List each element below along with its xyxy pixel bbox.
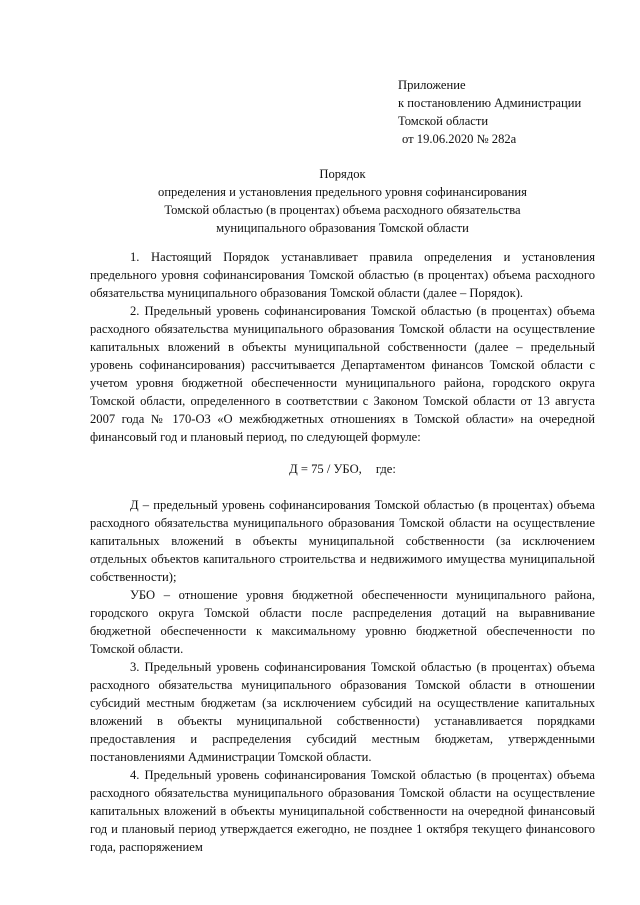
formula-expression: Д = 75 / УБО, [289, 462, 362, 476]
title-line-4: муниципального образования Томской области [216, 221, 469, 235]
paragraph-1: 1. Настоящий Порядок устанавливает правила определения и установления предельного уровня софинансирования Томской областью (в процентах) объема расходного обязательства муниципального образования Томской области (далее – Порядок). [90, 250, 595, 300]
annex-line-4: от 19.06.2020 № 282а [402, 132, 517, 146]
title-line-3: Томской областью (в процентах) объема расходного обязательства [164, 203, 521, 217]
definition-d: Д – предельный уровень софинансирования Томской областью (в процентах) объема расходного обязательства муниципального образования Томской области на осуществление капитальных вложений в объекты муниципальной собственности (за исключением отдельных объектов капитального строительства и недвижимого имущества муниципальной собственности); [90, 498, 595, 584]
formula [90, 460, 595, 478]
paragraph-4: 4. Предельный уровень софинансирования Томской областью (в процентах) объема расходного обязательства муниципального образования Томской области на осуществление капитальных вложений в объекты муниципальной собственности на очередной финансовый год и плановый период утверждается ежегодно, не позднее 1 октября текущего финансового года, распоряжением [90, 768, 595, 854]
annex-header [398, 76, 581, 148]
annex-line-3: Томской области [398, 114, 489, 128]
title-line-1: Порядок [319, 167, 366, 181]
paragraph-2: 2. Предельный уровень софинансирования Томской областью (в процентах) объема расходного обязательства муниципального образования Томской области на осуществление капитальных вложений в объекты муниципальной собственности (далее – предельный уровень софинансирования) рассчитывается Департаментом финансов Томской области с учетом уровня бюджетной обеспеченности муниципального района, городского округа Томской области, определенного в соответствии с Законом Томской области от 13 августа 2007 года № 170-ОЗ «О межбюджетных отношениях в Томской области» на очередной финансовый год и плановый период, по следующей формуле: [90, 304, 595, 444]
annex-line-2: к постановлению Администрации [398, 96, 582, 110]
annex-line-1: Приложение [398, 78, 466, 92]
document-title [90, 165, 595, 237]
definition-ubo: УБО – отношение уровня бюджетной обеспеченности муниципального района, городского округа Томской области после распределения дотаций на выравнивание бюджетной обеспеченности к максимальному уровню бюджетной обеспеченности по Томской области. [90, 588, 595, 656]
title-line-2: определения и установления предельного уровня софинансирования [158, 185, 527, 199]
paragraph-3: 3. Предельный уровень софинансирования Томской областью (в процентах) объема расходного обязательства муниципального образования Томской области в отношении субсидий местным бюджетам (за исключением субсидий на осуществление капитальных вложений в объекты муниципальной собственности) устанавливается порядками предоставления и распределения субсидий местным бюджетам, утвержденными постановлениями Администрации Томской области. [90, 660, 595, 764]
document-body [90, 248, 595, 856]
formula-where: где: [375, 462, 396, 476]
